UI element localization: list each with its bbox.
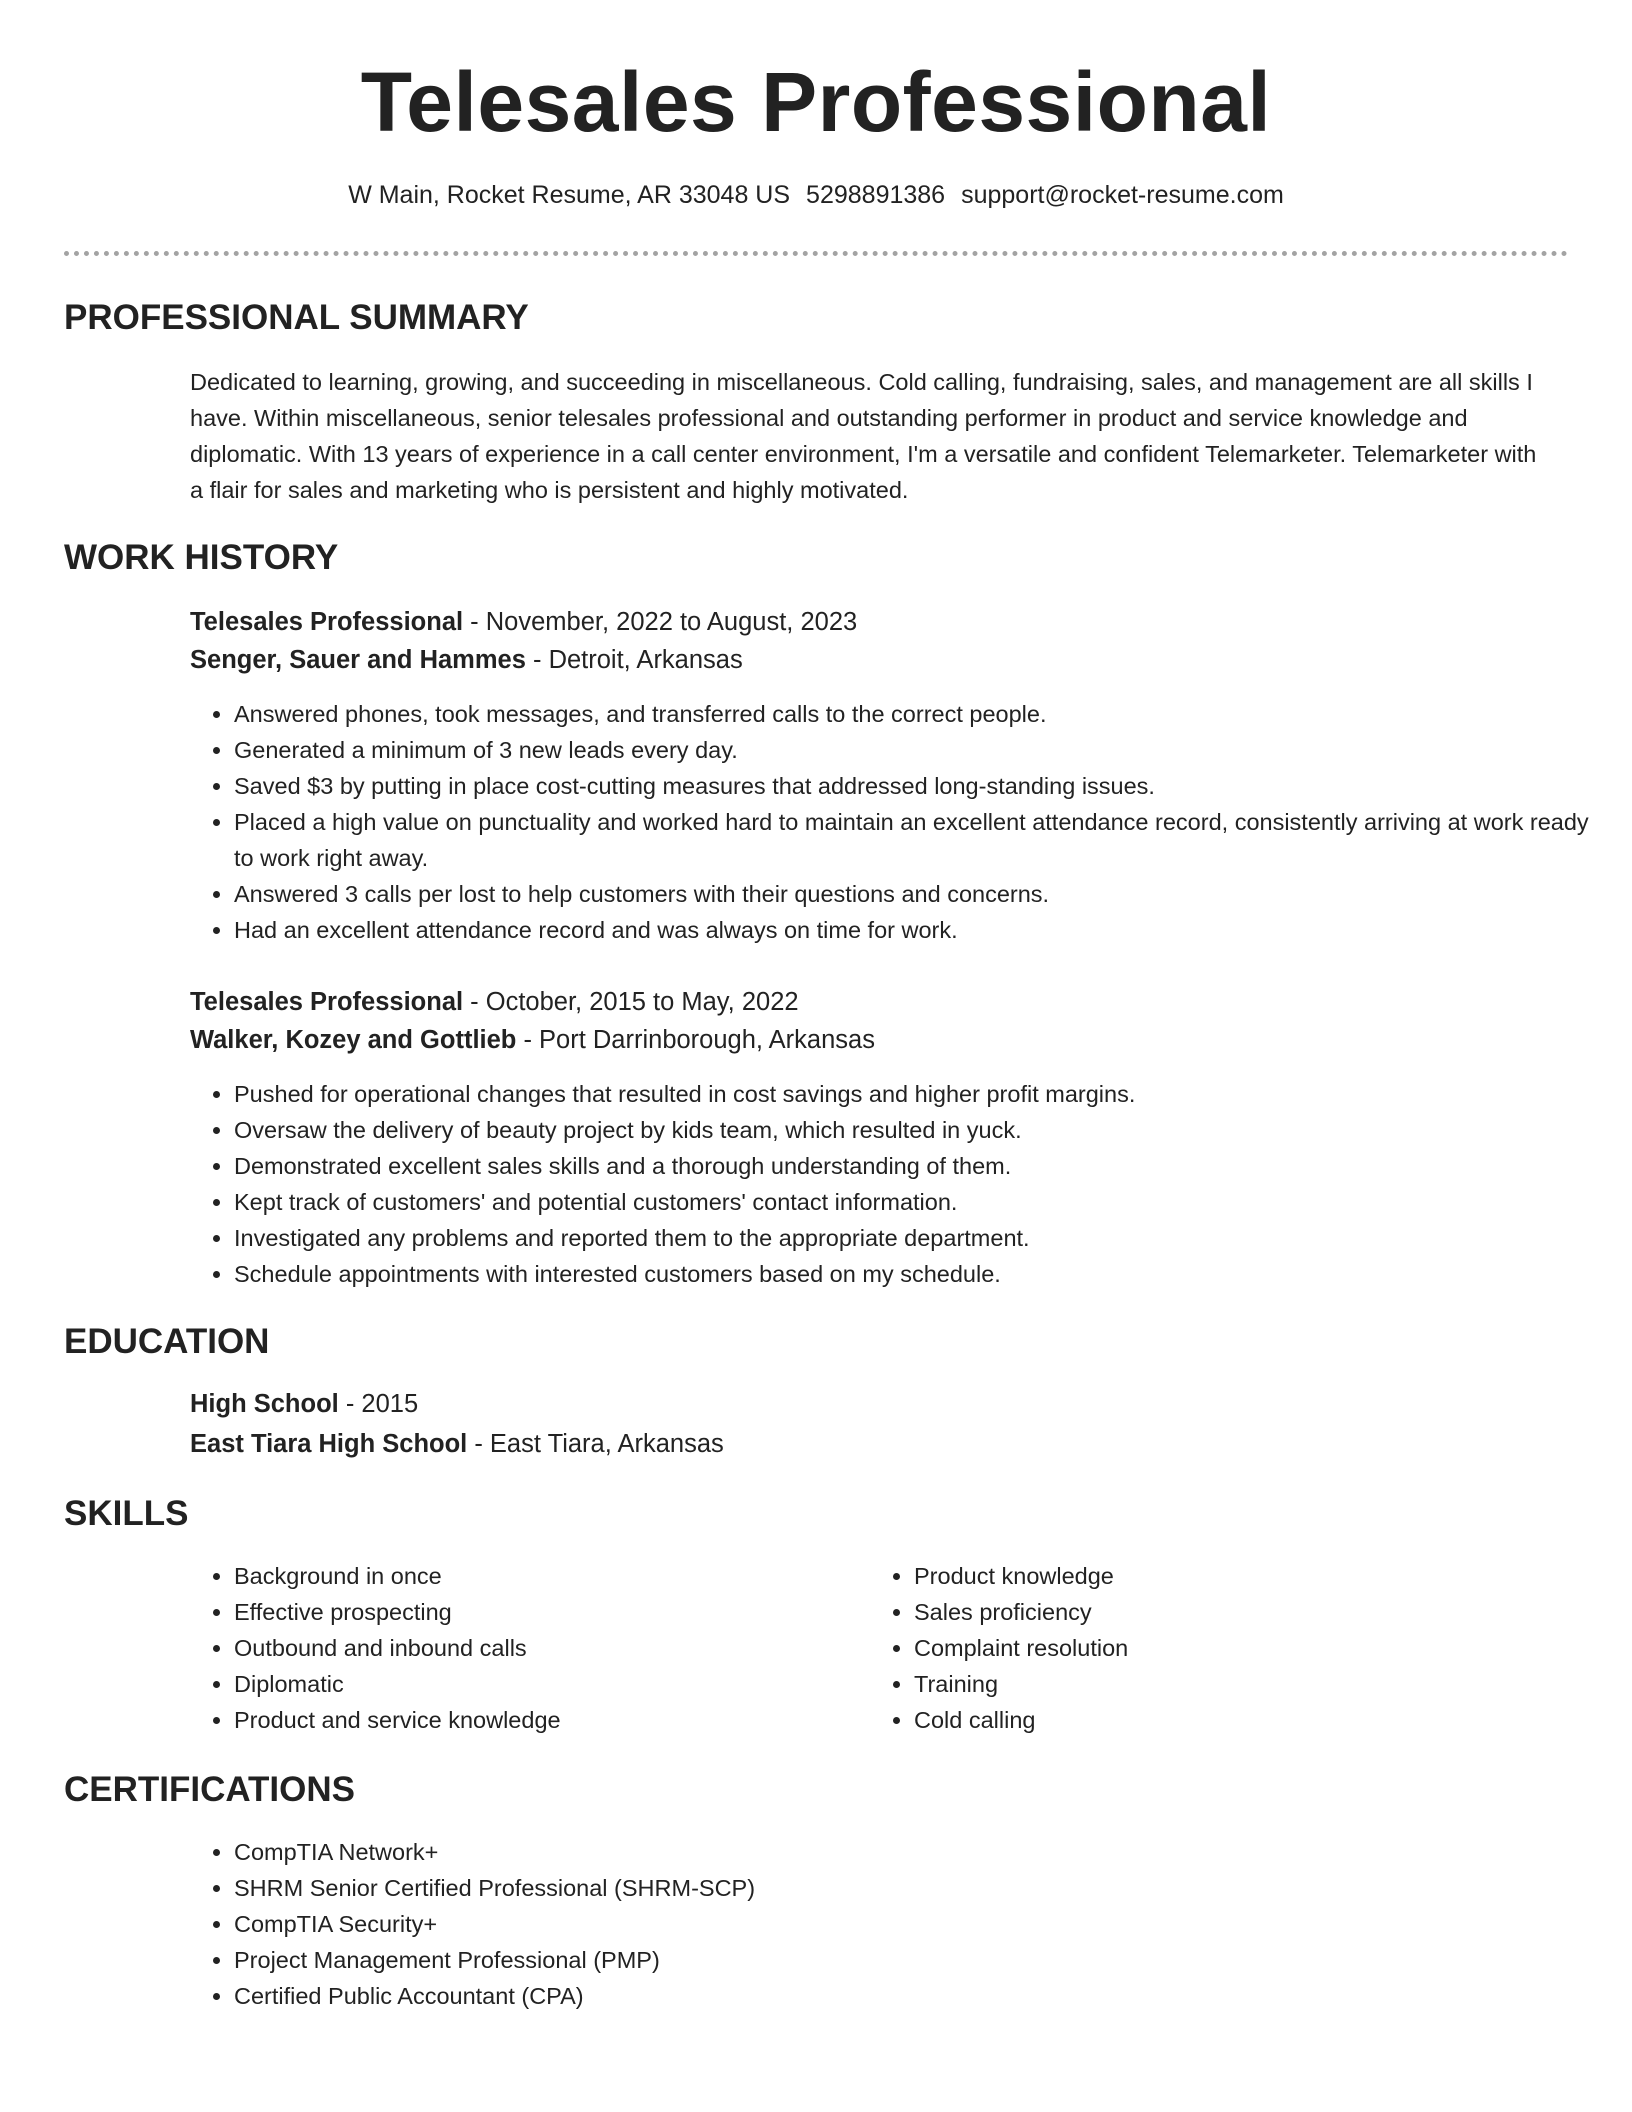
education-degree: High School	[190, 1390, 339, 1418]
candidate-name: Telesales Professional	[360, 55, 1272, 149]
list-item: • Outbound and inbound calls	[234, 1630, 834, 1666]
list-item: • Background in once	[234, 1558, 834, 1594]
skills-heading: SKILLS	[64, 1494, 189, 1533]
list-item: • Answered phones, took messages, and transferred calls to the correct people.	[234, 696, 1594, 732]
list-item: • Cold calling	[914, 1702, 1514, 1738]
job-2-title: Telesales Professional	[190, 988, 464, 1016]
list-item: • Complaint resolution	[914, 1630, 1514, 1666]
education-location: - East Tiara, Arkansas	[467, 1430, 724, 1458]
summary-heading: PROFESSIONAL SUMMARY	[64, 298, 529, 337]
job-1-company-line	[190, 642, 743, 678]
list-item: • Generated a minimum of 3 new leads every day.	[234, 732, 1594, 768]
work-history-heading: WORK HISTORY	[64, 538, 339, 577]
list-item: • Demonstrated excellent sales skills and a thorough understanding of them.	[234, 1148, 1594, 1184]
list-item: • Schedule appointments with interested customers based on my schedule.	[234, 1256, 1594, 1292]
contact-phone: 5298891386	[806, 181, 946, 209]
list-item: • Effective prospecting	[234, 1594, 834, 1630]
list-item: • Had an excellent attendance record and was always on time for work.	[234, 912, 1594, 948]
list-item: • Investigated any problems and reported them to the appropriate department.	[234, 1220, 1594, 1256]
certifications-heading: CERTIFICATIONS	[64, 1770, 356, 1809]
job-2-company-line	[190, 1022, 875, 1058]
education-heading: EDUCATION	[64, 1322, 270, 1361]
list-item: • Pushed for operational changes that resulted in cost savings and higher profit margins.	[234, 1076, 1594, 1112]
education-school: East Tiara High School	[190, 1430, 468, 1458]
job-2-company: Walker, Kozey and Gottlieb	[190, 1026, 517, 1054]
job-1-location: - Detroit, Arkansas	[525, 646, 743, 674]
list-item: • Product and service knowledge	[234, 1702, 834, 1738]
job-1-company: Senger, Sauer and Hammes	[190, 646, 526, 674]
list-item: • Project Management Professional (PMP)	[234, 1942, 1594, 1978]
education-year: - 2015	[338, 1390, 419, 1418]
job-1-title-line	[190, 604, 857, 640]
job-2-location: - Port Darrinborough, Arkansas	[516, 1026, 875, 1054]
education-degree-line	[190, 1386, 418, 1422]
job-1-title: Telesales Professional	[190, 608, 464, 636]
list-item: • Kept track of customers' and potential customers' contact information.	[234, 1184, 1594, 1220]
list-item: • Certified Public Accountant (CPA)	[234, 1978, 1594, 2014]
contact-line	[0, 178, 1632, 212]
list-item: • Oversaw the delivery of beauty project by kids team, which resulted in yuck.	[234, 1112, 1594, 1148]
list-item: • Answered 3 calls per lost to help customers with their questions and concerns.	[234, 876, 1594, 912]
list-item: • CompTIA Network+	[234, 1834, 1594, 1870]
skills-left-list	[190, 1558, 834, 1738]
list-item: • Saved $3 by putting in place cost-cutting measures that addressed long-standing issues.	[234, 768, 1594, 804]
summary-text: Dedicated to learning, growing, and succeeding in miscellaneous. Cold calling, fundraising, sales, and management are all skills I have. Within miscellaneous, senior telesales professional and outstanding performer in product and service knowledge and diplomatic. With 13 years of experience in a call center environment, I'm a versatile and confident Telemarketer. Telemarketer with a flair for sales and marketing who is persistent and highly motivated.	[190, 369, 1537, 503]
list-item: • Product knowledge	[914, 1558, 1514, 1594]
certifications-list	[190, 1834, 1594, 2014]
list-item: • CompTIA Security+	[234, 1906, 1594, 1942]
job-1-bullets	[190, 696, 1594, 948]
list-item: • SHRM Senior Certified Professional (SHRM-SCP)	[234, 1870, 1594, 1906]
job-1-dates: - November, 2022 to August, 2023	[463, 608, 858, 636]
job-2-dates: - October, 2015 to May, 2022	[463, 988, 799, 1016]
contact-address: W Main, Rocket Resume, AR 33048 US	[348, 181, 791, 209]
contact-email: support@rocket-resume.com	[961, 181, 1284, 209]
education-school-line	[190, 1426, 724, 1462]
header-divider	[64, 251, 1568, 256]
list-item: • Placed a high value on punctuality and worked hard to maintain an excellent attendance record, consistently arriving at work ready to work right away.	[234, 804, 1594, 876]
job-2-title-line	[190, 984, 799, 1020]
skills-right-list	[870, 1558, 1514, 1738]
job-2-bullets	[190, 1076, 1594, 1292]
list-item: • Sales proficiency	[914, 1594, 1514, 1630]
list-item: • Diplomatic	[234, 1666, 834, 1702]
list-item: • Training	[914, 1666, 1514, 1702]
